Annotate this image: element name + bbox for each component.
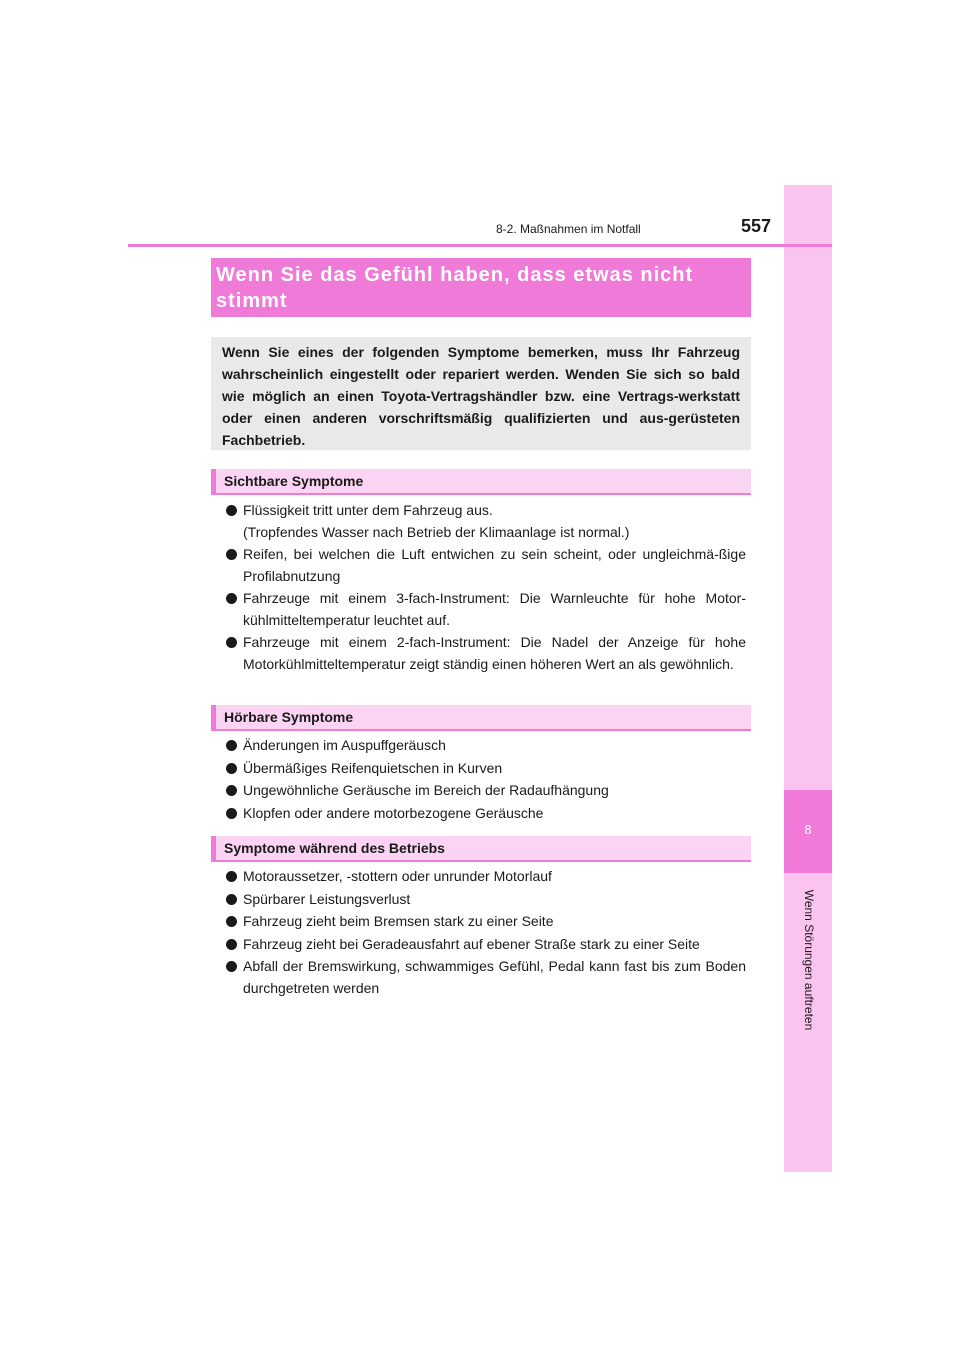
list-item-text: Abfall der Bremswirkung, schwammiges Gefühl, Pedal kann fast bis zum Boden durchgetreten werden bbox=[243, 958, 746, 996]
list-item bbox=[226, 780, 746, 802]
list-item-text: Übermäßiges Reifenquietschen in Kurven bbox=[243, 759, 503, 776]
audible-symptoms-list bbox=[226, 735, 746, 825]
intro-text: Wenn Sie eines der folgenden Symptome bemerken, muss Ihr Fahrzeug wahrscheinlich eingestellt oder repariert werden. Wenden Sie sich so bald wie möglich an einen Toyota-Vertragshändler bzw. eine Vertrags-werkstatt oder einen anderen vorschriftsmäßig qualifizierten und aus-gerüsteten Fachbetrieb. bbox=[222, 344, 740, 448]
list-item bbox=[226, 544, 746, 587]
list-item-text: Klopfen oder andere motorbezogene Geräusche bbox=[243, 804, 544, 821]
bullet-icon bbox=[226, 785, 237, 796]
list-item bbox=[226, 866, 746, 888]
section-reference: 8-2. Maßnahmen im Notfall bbox=[496, 222, 641, 236]
bullet-icon bbox=[226, 593, 237, 604]
bullet-icon bbox=[226, 871, 237, 882]
bullet-icon bbox=[226, 549, 237, 560]
bullet-icon bbox=[226, 763, 237, 774]
bullet-icon bbox=[226, 637, 237, 648]
list-item-text: Änderungen im Auspuffgeräusch bbox=[243, 737, 446, 753]
list-item-text: Flüssigkeit tritt unter dem Fahrzeug aus. bbox=[243, 502, 493, 518]
section-heading-label: Hörbare Symptome bbox=[224, 709, 354, 725]
page-number: 557 bbox=[741, 216, 772, 236]
list-item-text: Reifen, bei welchen die Luft entwichen zu sein scheint, oder ungleichmä-ßige Profilabnutzung bbox=[243, 546, 746, 584]
list-item bbox=[226, 735, 746, 757]
list-item bbox=[226, 632, 746, 675]
visible-symptoms-list bbox=[226, 500, 746, 676]
driving-symptoms-list bbox=[226, 866, 746, 1000]
list-item bbox=[226, 911, 746, 933]
list-item bbox=[226, 588, 746, 631]
section-heading-audible bbox=[211, 705, 751, 731]
bullet-icon bbox=[226, 961, 237, 972]
list-item-text: Motoraussetzer, -stottern oder unrunder Motorlauf bbox=[243, 868, 552, 884]
list-item bbox=[226, 500, 746, 543]
bullet-icon bbox=[226, 740, 237, 751]
list-item bbox=[226, 758, 746, 780]
list-item bbox=[226, 956, 746, 999]
chapter-number: 8 bbox=[804, 822, 812, 837]
list-item bbox=[226, 889, 746, 911]
bullet-icon bbox=[226, 894, 237, 905]
list-item-text: Fahrzeuge mit einem 2-fach-Instrument: Die Nadel der Anzeige für hohe Motorkühlmitteltemperatur zeigt ständig einen höheren Wert an als gewöhnlich. bbox=[243, 634, 746, 672]
list-item-text: Spürbarer Leistungsverlust bbox=[243, 890, 411, 907]
bullet-icon bbox=[226, 808, 237, 819]
list-item bbox=[226, 803, 746, 825]
list-item-note: (Tropfendes Wasser nach Betrieb der Klimaanlage ist normal.) bbox=[243, 523, 630, 540]
bullet-icon bbox=[226, 505, 237, 516]
bullet-icon bbox=[226, 939, 237, 950]
list-item-text: Fahrzeug zieht bei Geradeausfahrt auf ebener Straße stark zu einer Seite bbox=[243, 935, 700, 952]
section-heading-label: Symptome während des Betriebs bbox=[224, 840, 445, 856]
chapter-label: Wenn Störungen auftreten bbox=[802, 889, 816, 1031]
bullet-icon bbox=[226, 916, 237, 927]
list-item bbox=[226, 934, 746, 956]
page-title: Wenn Sie das Gefühl haben, dass etwas nicht stimmt bbox=[216, 264, 694, 312]
list-item-text: Fahrzeug zieht beim Bremsen stark zu einer Seite bbox=[243, 913, 554, 929]
section-heading-driving bbox=[211, 836, 751, 862]
section-heading-label: Sichtbare Symptome bbox=[224, 473, 364, 489]
section-heading-visible bbox=[211, 469, 751, 495]
list-item-text: Fahrzeuge mit einem 3-fach-Instrument: Die Warnleuchte für hohe Motor-kühlmitteltemperatur leuchtet auf. bbox=[243, 590, 746, 628]
list-item-text: Ungewöhnliche Geräusche im Bereich der Radaufhängung bbox=[243, 782, 609, 798]
header-rule bbox=[128, 244, 832, 247]
